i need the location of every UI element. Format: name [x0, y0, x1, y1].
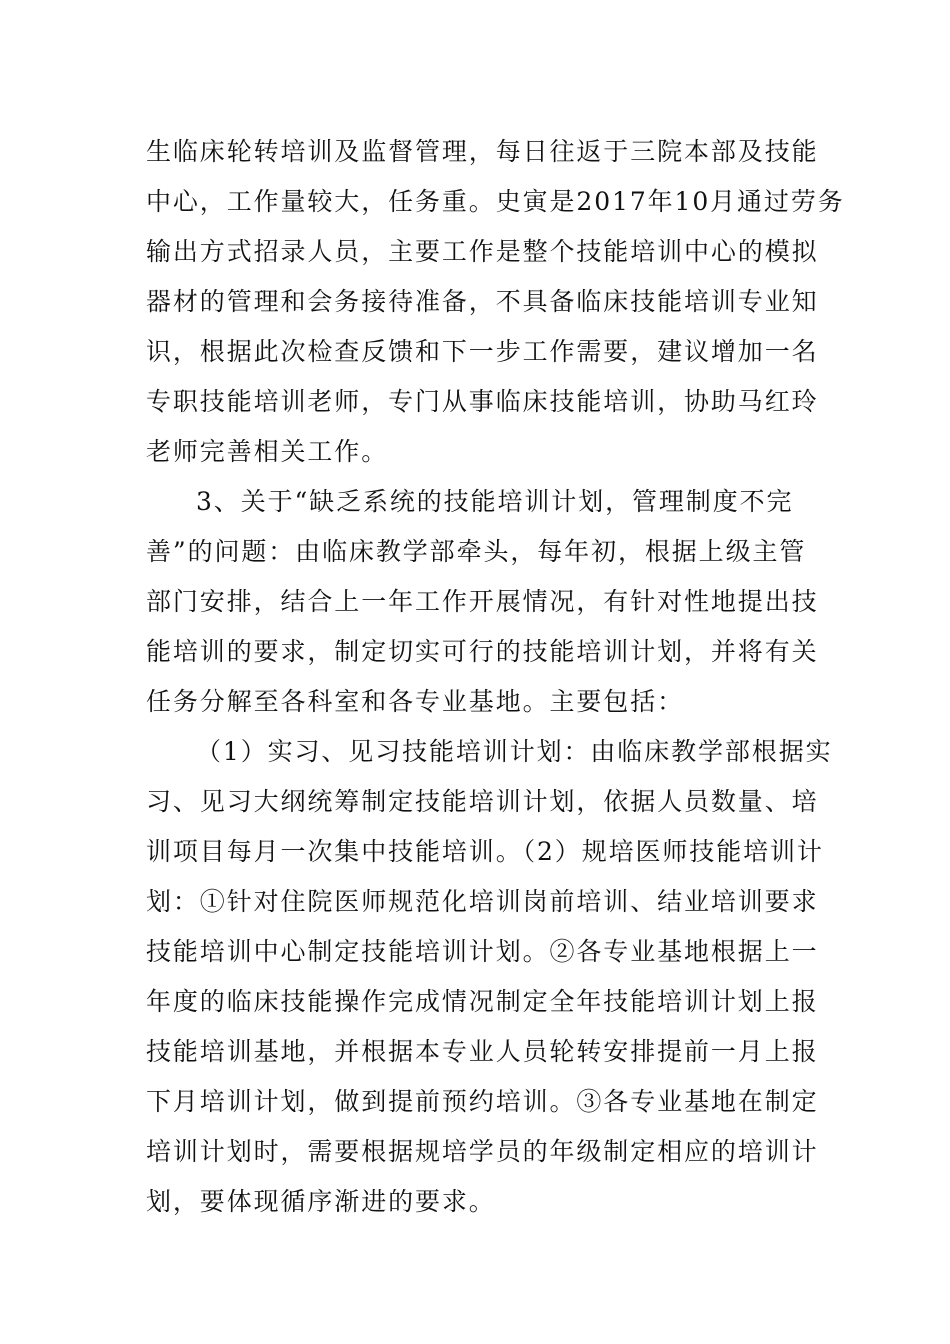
text-line: 善”的问题：由临床教学部牵头，每年初，根据上级主管 — [146, 537, 807, 566]
text-line: 生临床轮转培训及监督管理，每日往返于三院本部及技能 — [146, 137, 819, 166]
text-line: 习、见习大纲统筹制定技能培训计划，依据人员数量、培 — [146, 787, 819, 816]
text-line: 专职技能培训老师，专门从事临床技能培训，协助马红玲 — [146, 387, 819, 416]
text-line: 划，要体现循序渐进的要求。 — [146, 1187, 496, 1216]
subsection-line: （1）实习、见习技能培训计划：由临床教学部根据实 — [196, 737, 833, 766]
text-line: 能培训的要求，制定切实可行的技能培训计划，并将有关 — [146, 637, 819, 666]
text-line: 培训计划时，需要根据规培学员的年级制定相应的培训计 — [146, 1137, 819, 1166]
text-line: 部门安排，结合上一年工作开展情况，有针对性地提出技 — [146, 587, 819, 616]
text-line: 技能培训基地，并根据本专业人员轮转安排提前一月上报 — [146, 1037, 819, 1066]
text-line: 划：①针对住院医师规范化培训岗前培训、结业培训要求 — [146, 887, 819, 916]
text-line: 训项目每月一次集中技能培训。（2）规培医师技能培训计 — [146, 837, 824, 866]
text-line: 年度的临床技能操作完成情况制定全年技能培训计划上报 — [146, 987, 819, 1016]
text-line: 下月培训计划，做到提前预约培训。③各专业基地在制定 — [146, 1087, 819, 1116]
text-line: 老师完善相关工作。 — [146, 437, 389, 466]
text-line: 任务分解至各科室和各专业基地。主要包括： — [146, 687, 685, 716]
text-line: 器材的管理和会务接待准备，不具备临床技能培训专业知 — [146, 287, 819, 316]
text-line: 技能培训中心制定技能培训计划。②各专业基地根据上一 — [146, 937, 819, 966]
text-line: 中心，工作量较大，任务重。史寅是2017年10月通过劳务 — [146, 187, 845, 216]
section-heading-line: 3、关于“缺乏系统的技能培训计划，管理制度不完 — [196, 487, 794, 516]
text-line: 识，根据此次检查反馈和下一步工作需要，建议增加一名 — [146, 337, 819, 366]
text-line: 输出方式招录人员，主要工作是整个技能培训中心的模拟 — [146, 237, 819, 266]
